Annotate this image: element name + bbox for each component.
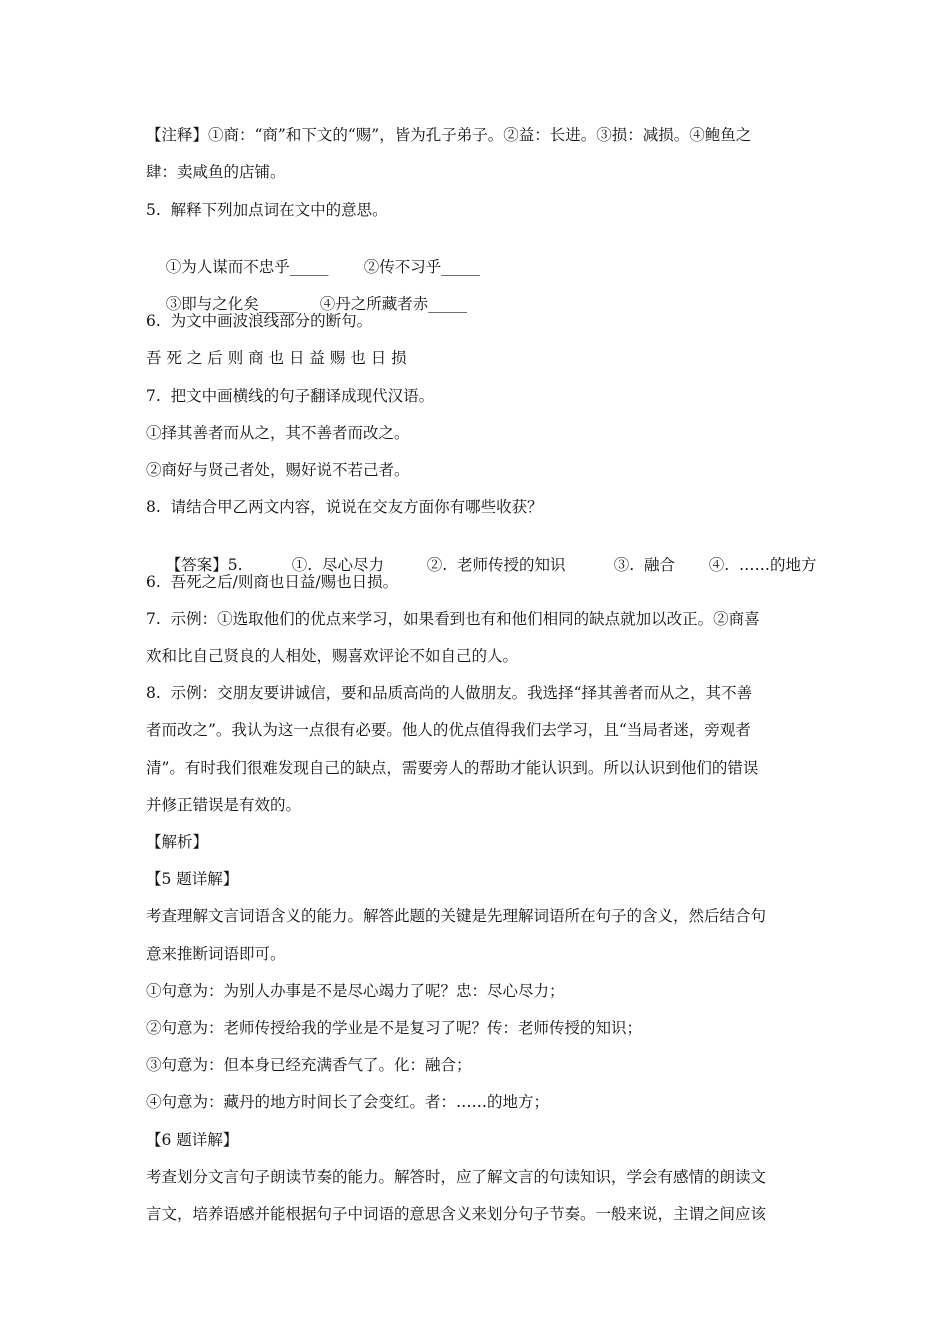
question-6-stem: 6. 为文中画波浪线部分的断句。 — [146, 312, 373, 330]
question-6-text: 吾 死 之 后 则 商 也 日 益 赐 也 日 损 — [146, 349, 407, 367]
question-7-sentence-2: ②商好与贤己者处，赐好说不若己者。 — [146, 461, 410, 479]
answer-5-1: ①. 尽心尽力 — [291, 556, 385, 574]
answer-label: 【答案】5. — [165, 556, 243, 574]
detail-5-point-2: ②句意为：老师传授给我的学业是不是复习了呢？传：老师传授的知识； — [146, 1019, 643, 1037]
answer-7-line-1: 7. 示例：①选取他们的优点来学习，如果看到也有和他们相同的缺点就加以改正。②商喜 — [146, 610, 760, 628]
answer-6: 6. 吾死之后/则商也日益/赐也日损。 — [146, 573, 399, 591]
answer-7-line-2: 欢和比自己贤良的人相处，赐喜欢评论不如自己的人。 — [146, 647, 519, 665]
question-5-item-2: ②传不习乎_____ — [363, 258, 480, 276]
detail-6-line-1: 考查划分文言句子朗读节奏的能力。解答时，应了解文言的句读知识，学会有感情的朗读文 — [146, 1168, 767, 1186]
answer-5-4: ④. ……的地方 — [708, 556, 817, 574]
question-7-stem: 7. 把文中画横线的句子翻译成现代汉语。 — [146, 387, 435, 405]
note-line-2: 肆：卖咸鱼的店铺。 — [146, 163, 286, 181]
answer-8-line-3: 清”。有时我们很难发现自己的缺点，需要旁人的帮助才能认识到。所以认识到他们的错误 — [146, 759, 759, 777]
detail-5-title: 【5 题详解】 — [146, 870, 239, 888]
answer-5-2: ②. 老师传授的知识 — [426, 556, 566, 574]
detail-6-title: 【6 题详解】 — [146, 1131, 239, 1149]
answer-8-line-1: 8. 示例：交朋友要讲诚信，要和品质高尚的人做朋友。我选择“择其善者而从之，其不善 — [146, 684, 753, 702]
question-5-stem: 5. 解释下列加点词在文中的意思。 — [146, 201, 388, 219]
question-5-item-4: ④丹之所藏者赤_____ — [319, 295, 467, 313]
detail-5-point-3: ③句意为：但本身已经充满香气了。化：融合； — [146, 1056, 472, 1074]
analysis-label: 【解析】 — [146, 833, 209, 851]
detail-5-line-1: 考查理解文言词语含义的能力。解答此题的关键是先理解词语所在句子的含义，然后结合句 — [146, 907, 767, 925]
detail-6-line-2: 言文，培养语感并能根据句子中词语的意思含义来划分句子节奏。一般来说，主谓之间应该 — [146, 1205, 767, 1223]
detail-5-point-4: ④句意为：藏丹的地方时间长了会变红。者：……的地方； — [146, 1093, 550, 1111]
answer-8-line-2: 者而改之”。我认为这一点很有必要。他人的优点值得我们去学习，且“当局者迷，旁观者 — [146, 721, 751, 739]
question-8-stem: 8. 请结合甲乙两文内容，说说在交友方面你有哪些收获？ — [146, 498, 543, 516]
answer-8-line-4: 并修正错误是有效的。 — [146, 796, 302, 814]
detail-5-line-2: 意来推断词语即可。 — [146, 945, 286, 963]
note-line-1: 【注释】①商：“商”和下文的“赐”，皆为孔子弟子。②益：长进。③损：减损。④鲍鱼之 — [146, 126, 752, 144]
question-5-item-1: ①为人谋而不忠乎_____ — [165, 258, 329, 276]
question-5-item-3: ③即与之化矣_____ — [165, 295, 298, 313]
detail-5-point-1: ①句意为：为别人办事是不是尽心竭力了呢？忠：尽心尽力； — [146, 982, 565, 1000]
question-7-sentence-1: ①择其善者而从之，其不善者而改之。 — [146, 424, 410, 442]
answer-5-3: ③. 融合 — [613, 556, 675, 574]
